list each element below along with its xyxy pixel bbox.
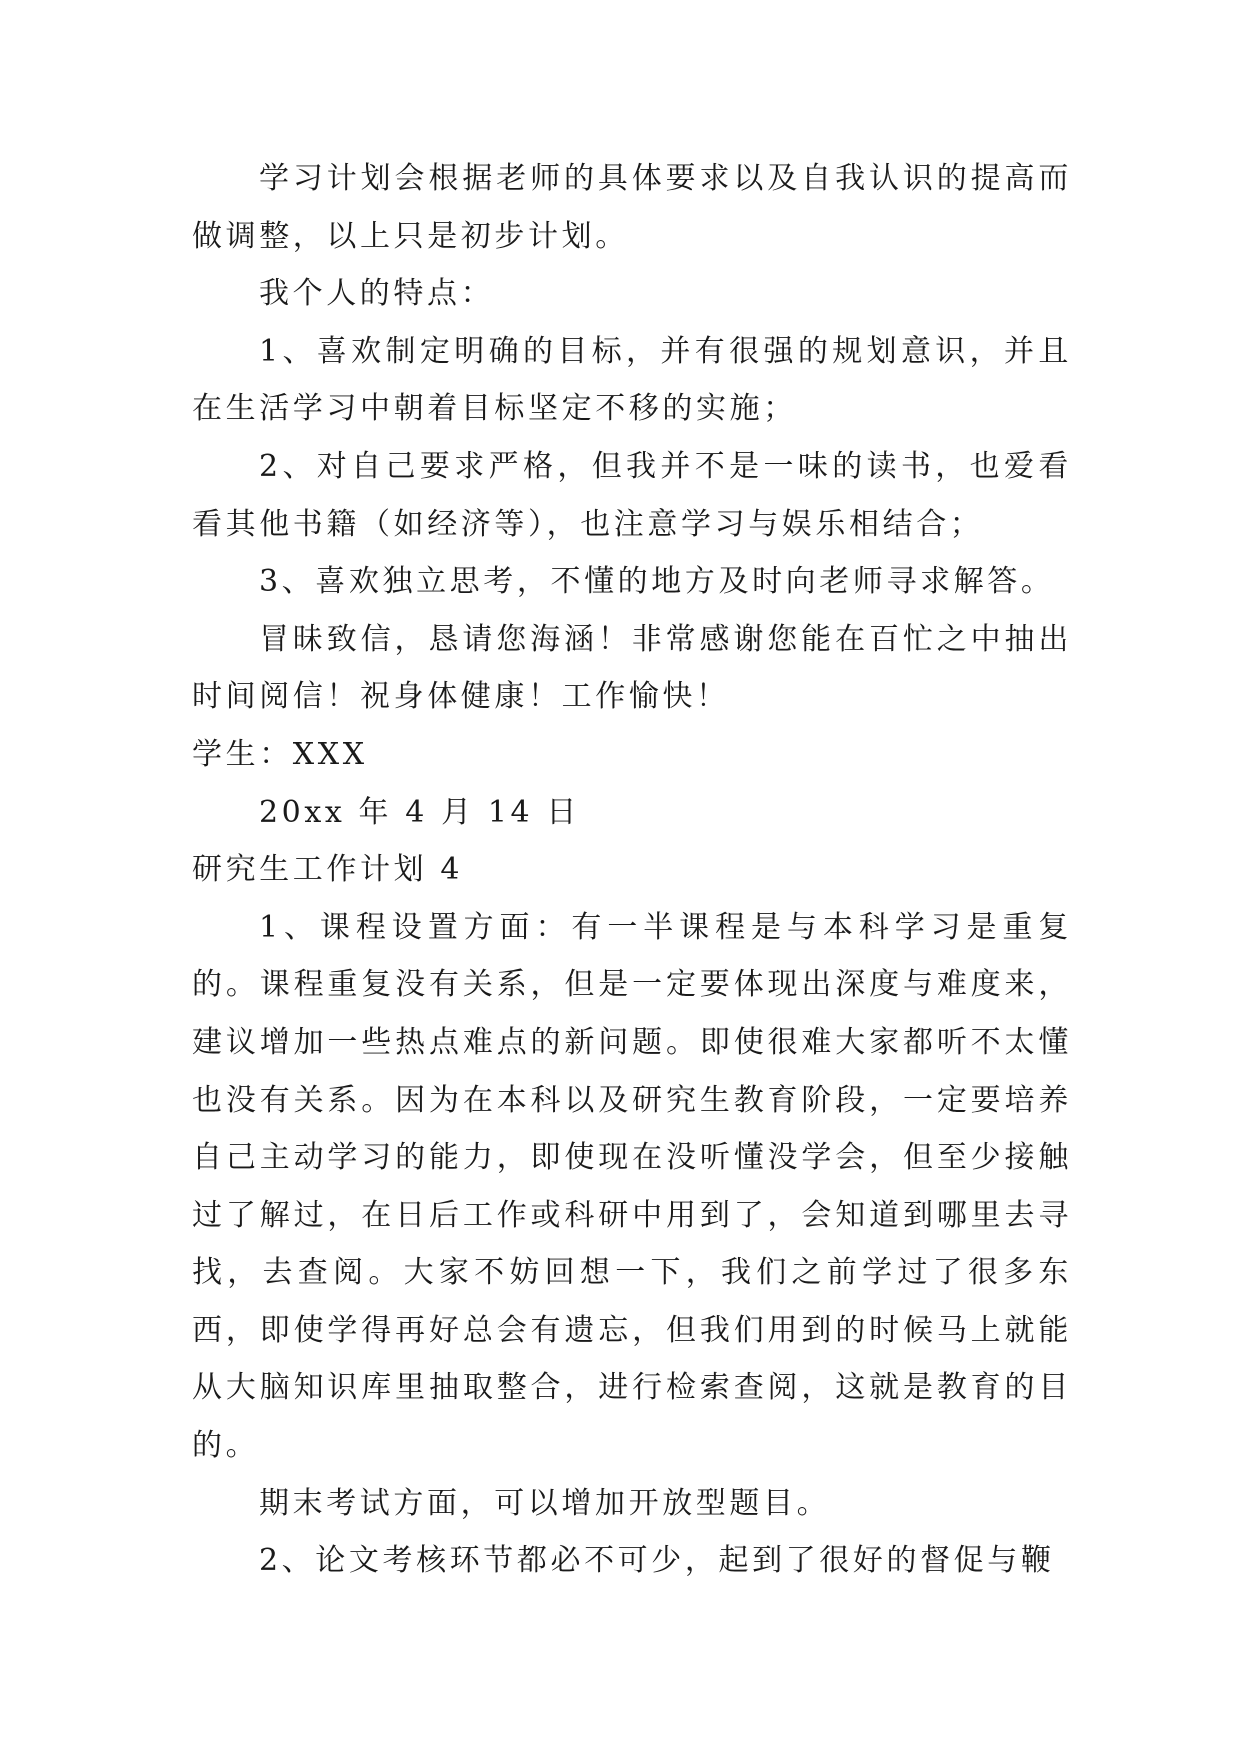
paragraph-course-settings: 1、课程设置方面：有一半课程是与本科学习是重复的。课程重复没有关系，但是一定要体现出深度与难度来，建议增加一些热点难点的新问题。即使很难大家都听不太懂也没有关系。因为在本科以及研究生教育阶段，一定要培养自己主动学习的能力，即使现在没听懂没学会，但至少接触过了解过，在日后工作或科研中用到了，会知道到哪里去寻找，去查阅。大家不妨回想一下，我们之前学过了很多东西，即使学得再好总会有遗忘，但我们用到的时候马上就能从大脑知识库里抽取整合，进行检索查阅，这就是教育的目的。 xyxy=(192,909,1072,1464)
paragraph-personal-traits-heading: 我个人的特点： xyxy=(259,276,495,312)
paragraph-trait-3: 3、喜欢独立思考，不懂的地方及时向老师寻求解答。 xyxy=(259,564,1055,600)
signature-line: 学生：XXX xyxy=(192,736,368,772)
paragraph-closing: 冒昧致信，恳请您海涵！非常感谢您能在百忙之中抽出时间阅信！祝身体健康！工作愉快！ xyxy=(192,621,1072,715)
paragraph-study-plan-adjust: 学习计划会根据老师的具体要求以及自我认识的提高而做调整，以上只是初步计划。 xyxy=(192,161,1072,254)
paragraph-thesis-assessment: 2、论文考核环节都必不可少，起到了很好的督促与鞭 xyxy=(259,1543,1055,1579)
document-body xyxy=(192,150,1072,1590)
section-title: 研究生工作计划 4 xyxy=(192,852,464,888)
paragraph-trait-1: 1、喜欢制定明确的目标，并有很强的规划意识，并且在生活学习中朝着目标坚定不移的实施； xyxy=(192,333,1072,427)
paragraph-final-exam: 期末考试方面，可以增加开放型题目。 xyxy=(259,1485,831,1521)
date-line: 20xx 年 4 月 14 日 xyxy=(259,794,580,830)
paragraph-trait-2: 2、对自己要求严格，但我并不是一味的读书，也爱看看其他书籍（如经济等），也注意学习与娱乐相结合； xyxy=(192,448,1072,542)
